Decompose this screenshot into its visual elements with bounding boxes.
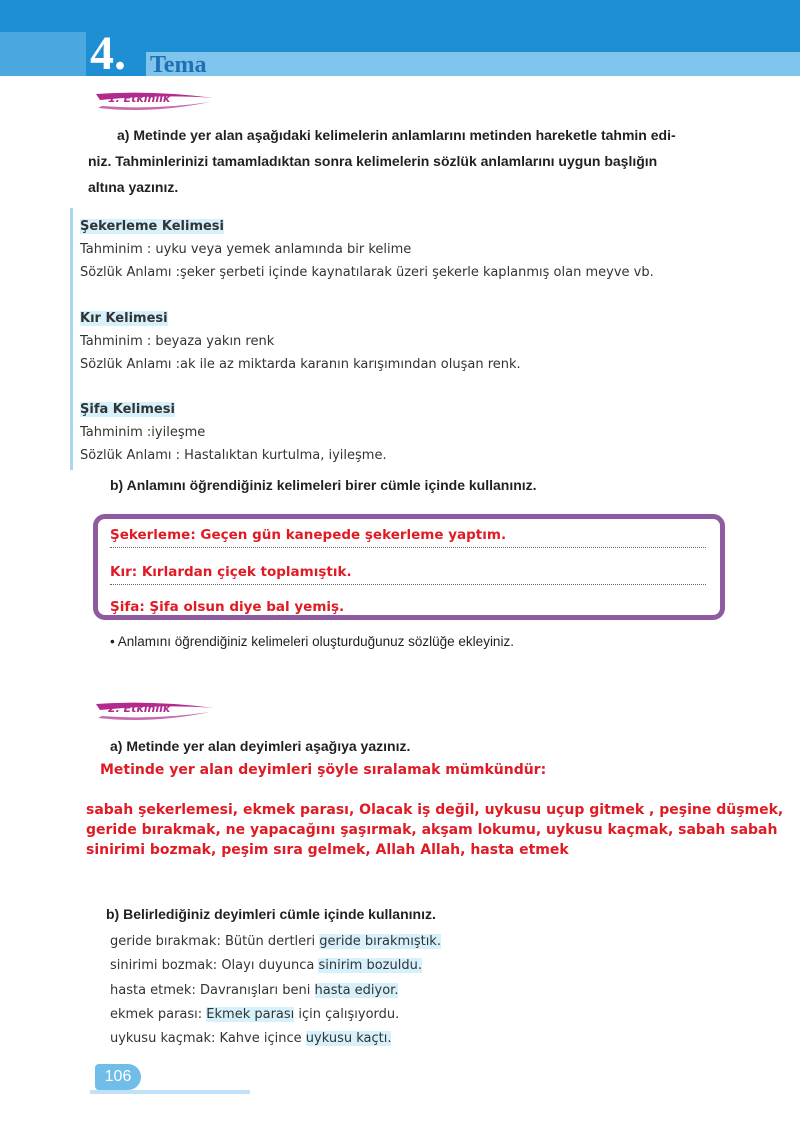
- idiom-sentence: [110, 983, 398, 998]
- page-number: 106: [104, 1068, 132, 1085]
- word-dictionary-sifa: Sözlük Anlamı : Hastalıktan kurtulma, iyileşme.: [80, 448, 387, 463]
- activity1-instruction-line-1: a) Metinde yer alan aşağıdaki kelimelerin anlamlarını metinden hareketle tahmin edi-: [117, 127, 676, 143]
- sentence-sekerleme: Şekerleme: Geçen gün kanepede şekerleme yaptım.: [110, 525, 706, 548]
- idiom-answer-intro: Metinde yer alan deyimleri şöyle sıralamak mümkündür:: [100, 762, 547, 778]
- idiom-term: hasta etmek:: [110, 983, 196, 998]
- word-title-sifa: Şifa Kelimesi: [80, 402, 175, 417]
- idiom-highlight: geride bırakmıştık.: [319, 934, 441, 949]
- sentence-sifa: Şifa: Şifa olsun diye bal yemiş.: [110, 599, 345, 615]
- word-guess-sekerleme: Tahminim : uyku veya yemek anlamında bir kelime: [80, 242, 412, 257]
- chapter-title: Tema: [150, 52, 207, 78]
- idiom-sentence-text: Davranışları beni: [199, 983, 311, 998]
- idiom-highlight: Ekmek parası: [206, 1007, 295, 1022]
- sentence-box: [93, 514, 725, 620]
- idiom-sentence-text: için çalışıyordu.: [298, 1007, 400, 1022]
- answer-side-accent: [70, 208, 73, 470]
- word-dictionary-kir: Sözlük Anlamı :ak ile az miktarda karanın karışımından oluşan renk.: [80, 357, 521, 372]
- activity1-instruction-line-3: altına yazınız.: [88, 179, 179, 195]
- word-title-kir: Kır Kelimesi: [80, 311, 168, 326]
- idiom-sentence-text: Bütün dertleri: [224, 934, 316, 949]
- idiom-highlight: uykusu kaçtı.: [305, 1031, 392, 1046]
- idiom-sentence: [110, 1031, 391, 1046]
- idiom-term: uykusu kaçmak:: [110, 1031, 216, 1046]
- activity2-label: 2. Etkinlik: [108, 702, 171, 715]
- word-guess-kir: Tahminim : beyaza yakın renk: [80, 334, 275, 349]
- header-strip: [146, 52, 800, 76]
- activity1-label: 1. Etkinlik: [108, 92, 171, 105]
- header-tab: [0, 32, 86, 76]
- activity2-instruction-a: a) Metinde yer alan deyimleri aşağıya yazınız.: [110, 738, 411, 754]
- sentence-kir: Kır: Kırlardan çiçek toplamıştık.: [110, 562, 706, 585]
- word-guess-sifa: Tahminim :iyileşme: [80, 425, 206, 440]
- activity1-instruction-line-2: niz. Tahminlerinizi tamamladıktan sonra kelimelerin sözlük anlamlarını uygun başlığın: [88, 153, 658, 169]
- activity2-badge: [92, 698, 216, 724]
- idiom-sentence: [110, 958, 422, 973]
- idiom-highlight: hasta ediyor.: [314, 983, 399, 998]
- idiom-list-line-3: sinirimi bozmak, peşim sıra gelmek, Allah Allah, hasta etmek: [86, 842, 569, 858]
- activity1-instruction-b: b) Anlamını öğrendiğiniz kelimeleri birer cümle içinde kullanınız.: [110, 477, 537, 493]
- activity1-note: • Anlamını öğrendiğiniz kelimeleri oluşturduğunuz sözlüğe ekleyiniz.: [110, 634, 514, 649]
- idiom-term: ekmek parası:: [110, 1007, 203, 1022]
- idiom-sentence: [110, 934, 441, 949]
- footer-rule: [90, 1090, 250, 1094]
- word-dictionary-sekerleme: Sözlük Anlamı :şeker şerbeti içinde kaynatılarak üzeri şekerle kaplanmış olan meyve vb.: [80, 265, 654, 280]
- chapter-number: 4.: [90, 27, 126, 80]
- idiom-term: geride bırakmak:: [110, 934, 221, 949]
- idiom-highlight: sinirim bozuldu.: [318, 958, 422, 973]
- activity1-badge: [92, 88, 216, 114]
- word-title-sekerleme: Şekerleme Kelimesi: [80, 219, 224, 234]
- idiom-sentence-text: Kahve içince: [219, 1031, 302, 1046]
- idiom-sentence: [110, 1007, 399, 1022]
- idiom-term: sinirimi bozmak:: [110, 958, 218, 973]
- idiom-list-line-2: geride bırakmak, ne yapacağını şaşırmak, akşam lokumu, uykusu kaçmak, sabah sabah: [86, 822, 778, 838]
- idiom-sentence-text: Olayı duyunca: [221, 958, 315, 973]
- idiom-list-line-1: sabah şekerlemesi, ekmek parası, Olacak iş değil, uykusu uçup gitmek , peşine düşmek,: [86, 802, 784, 818]
- activity2-instruction-b: b) Belirlediğiniz deyimleri cümle içinde kullanınız.: [106, 906, 436, 922]
